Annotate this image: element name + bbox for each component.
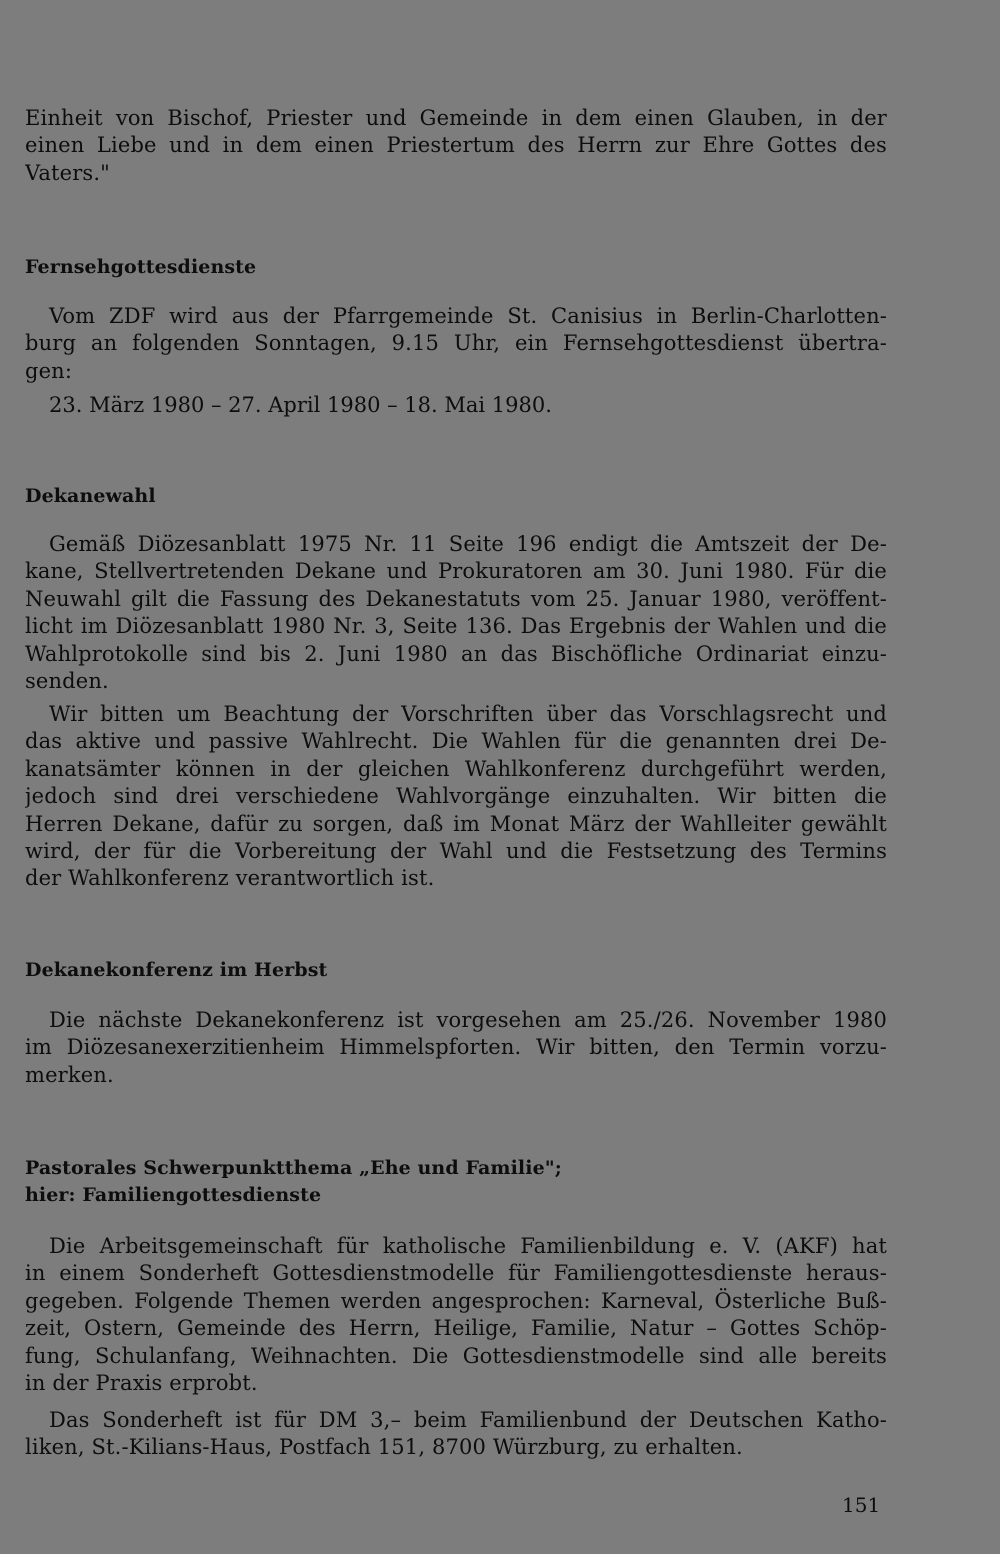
text-line: einen Liebe und in dem einen Priestertum des Herrn zur Ehre Gottes des <box>25 133 887 158</box>
text-line: gegeben. Folgende Themen werden angesprochen: Karneval, Österliche Buß- <box>25 1288 887 1313</box>
text-line: senden. <box>25 669 109 694</box>
text-line: liken, St.-Kilians-Haus, Postfach 151, 8700 Würzburg, zu erhalten. <box>25 1435 743 1460</box>
dekanekonferenz-paragraph <box>25 1007 887 1089</box>
text-line: burg an folgenden Sonntagen, 9.15 Uhr, ein Fernsehgottesdienst übertra- <box>25 331 887 356</box>
text-line: Das Sonderheft ist für DM 3,– beim Familienbund der Deutschen Katho- <box>49 1408 887 1432</box>
page-number: 151 <box>842 1493 881 1517</box>
section-heading-dekanekonferenz: Dekanekonferenz im Herbst <box>25 959 328 981</box>
text-line: kane, Stellvertretenden Dekane und Prokuratoren am 30. Juni 1980. Für die <box>25 559 887 584</box>
text-line: fung, Schulanfang, Weihnachten. Die Gottesdienstmodelle sind alle bereits <box>25 1343 887 1368</box>
text-line: Vaters." <box>25 160 110 185</box>
section-heading-fernsehgottesdienste: Fernsehgottesdienste <box>25 256 257 278</box>
text-line: das aktive und passive Wahlrecht. Die Wahlen für die genannten drei De- <box>25 729 887 754</box>
text-line: in einem Sonderheft Gottesdienstmodelle für Familiengottesdienste heraus- <box>25 1261 887 1286</box>
section-heading-pastorales-schwerpunktthema: Pastorales Schwerpunktthema „Ehe und Familie"; <box>25 1157 562 1179</box>
text-line: gen: <box>25 358 73 383</box>
text-line: Neuwahl gilt die Fassung des Dekanestatuts vom 25. Januar 1980, veröffent- <box>25 586 887 611</box>
text-line: Die nächste Dekanekonferenz ist vorgesehen am 25./26. November 1980 <box>49 1008 887 1032</box>
text-line: Gemäß Diözesanblatt 1975 Nr. 11 Seite 196 endigt die Amtszeit der De- <box>49 532 887 556</box>
document-page <box>25 0 887 1554</box>
text-line: Wir bitten um Beachtung der Vorschriften über das Vorschlagsrecht und <box>49 702 887 726</box>
text-line: der Wahlkonferenz verantwortlich ist. <box>25 866 435 891</box>
text-line: kanatsämter können in der gleichen Wahlkonferenz durchgeführt werden, <box>25 756 887 781</box>
text-line: zeit, Ostern, Gemeinde des Herrn, Heilige, Familie, Natur – Gottes Schöp- <box>25 1316 887 1341</box>
broadcast-dates: 23. März 1980 – 27. April 1980 – 18. Mai 1980. <box>49 393 552 417</box>
section-subheading-familiengottesdienste: hier: Familiengottesdienste <box>25 1184 322 1206</box>
text-line: licht im Diözesanblatt 1980 Nr. 3, Seite 136. Das Ergebnis der Wahlen und die <box>25 614 887 639</box>
dekanewahl-paragraph-1 <box>25 531 887 695</box>
fernsehgottesdienste-paragraph <box>25 303 887 385</box>
text-line: im Diözesanexerzitienheim Himmelspforten. Wir bitten, den Termin vorzu- <box>25 1035 887 1060</box>
familiengottesdienste-paragraph-2 <box>25 1407 887 1462</box>
familiengottesdienste-paragraph-1 <box>25 1233 887 1397</box>
text-line: Vom ZDF wird aus der Pfarrgemeinde St. Canisius in Berlin-Charlotten- <box>49 304 887 328</box>
section-heading-dekanewahl: Dekanewahl <box>25 485 156 507</box>
text-line: Wahlprotokolle sind bis 2. Juni 1980 an das Bischöfliche Ordinariat einzu- <box>25 641 887 666</box>
text-line: merken. <box>25 1062 114 1087</box>
intro-paragraph <box>25 105 887 187</box>
text-line: in der Praxis erprobt. <box>25 1371 258 1396</box>
text-line: jedoch sind drei verschiedene Wahlvorgänge einzuhalten. Wir bitten die <box>25 784 887 809</box>
text-line: Herren Dekane, dafür zu sorgen, daß im Monat März der Wahlleiter gewählt <box>25 811 887 836</box>
dekanewahl-paragraph-2 <box>25 701 887 893</box>
text-line: Die Arbeitsgemeinschaft für katholische Familienbildung e. V. (AKF) hat <box>49 1234 887 1258</box>
text-line: wird, der für die Vorbereitung der Wahl und die Festsetzung des Termins <box>25 839 887 864</box>
text-line: Einheit von Bischof, Priester und Gemeinde in dem einen Glauben, in der <box>25 106 887 130</box>
